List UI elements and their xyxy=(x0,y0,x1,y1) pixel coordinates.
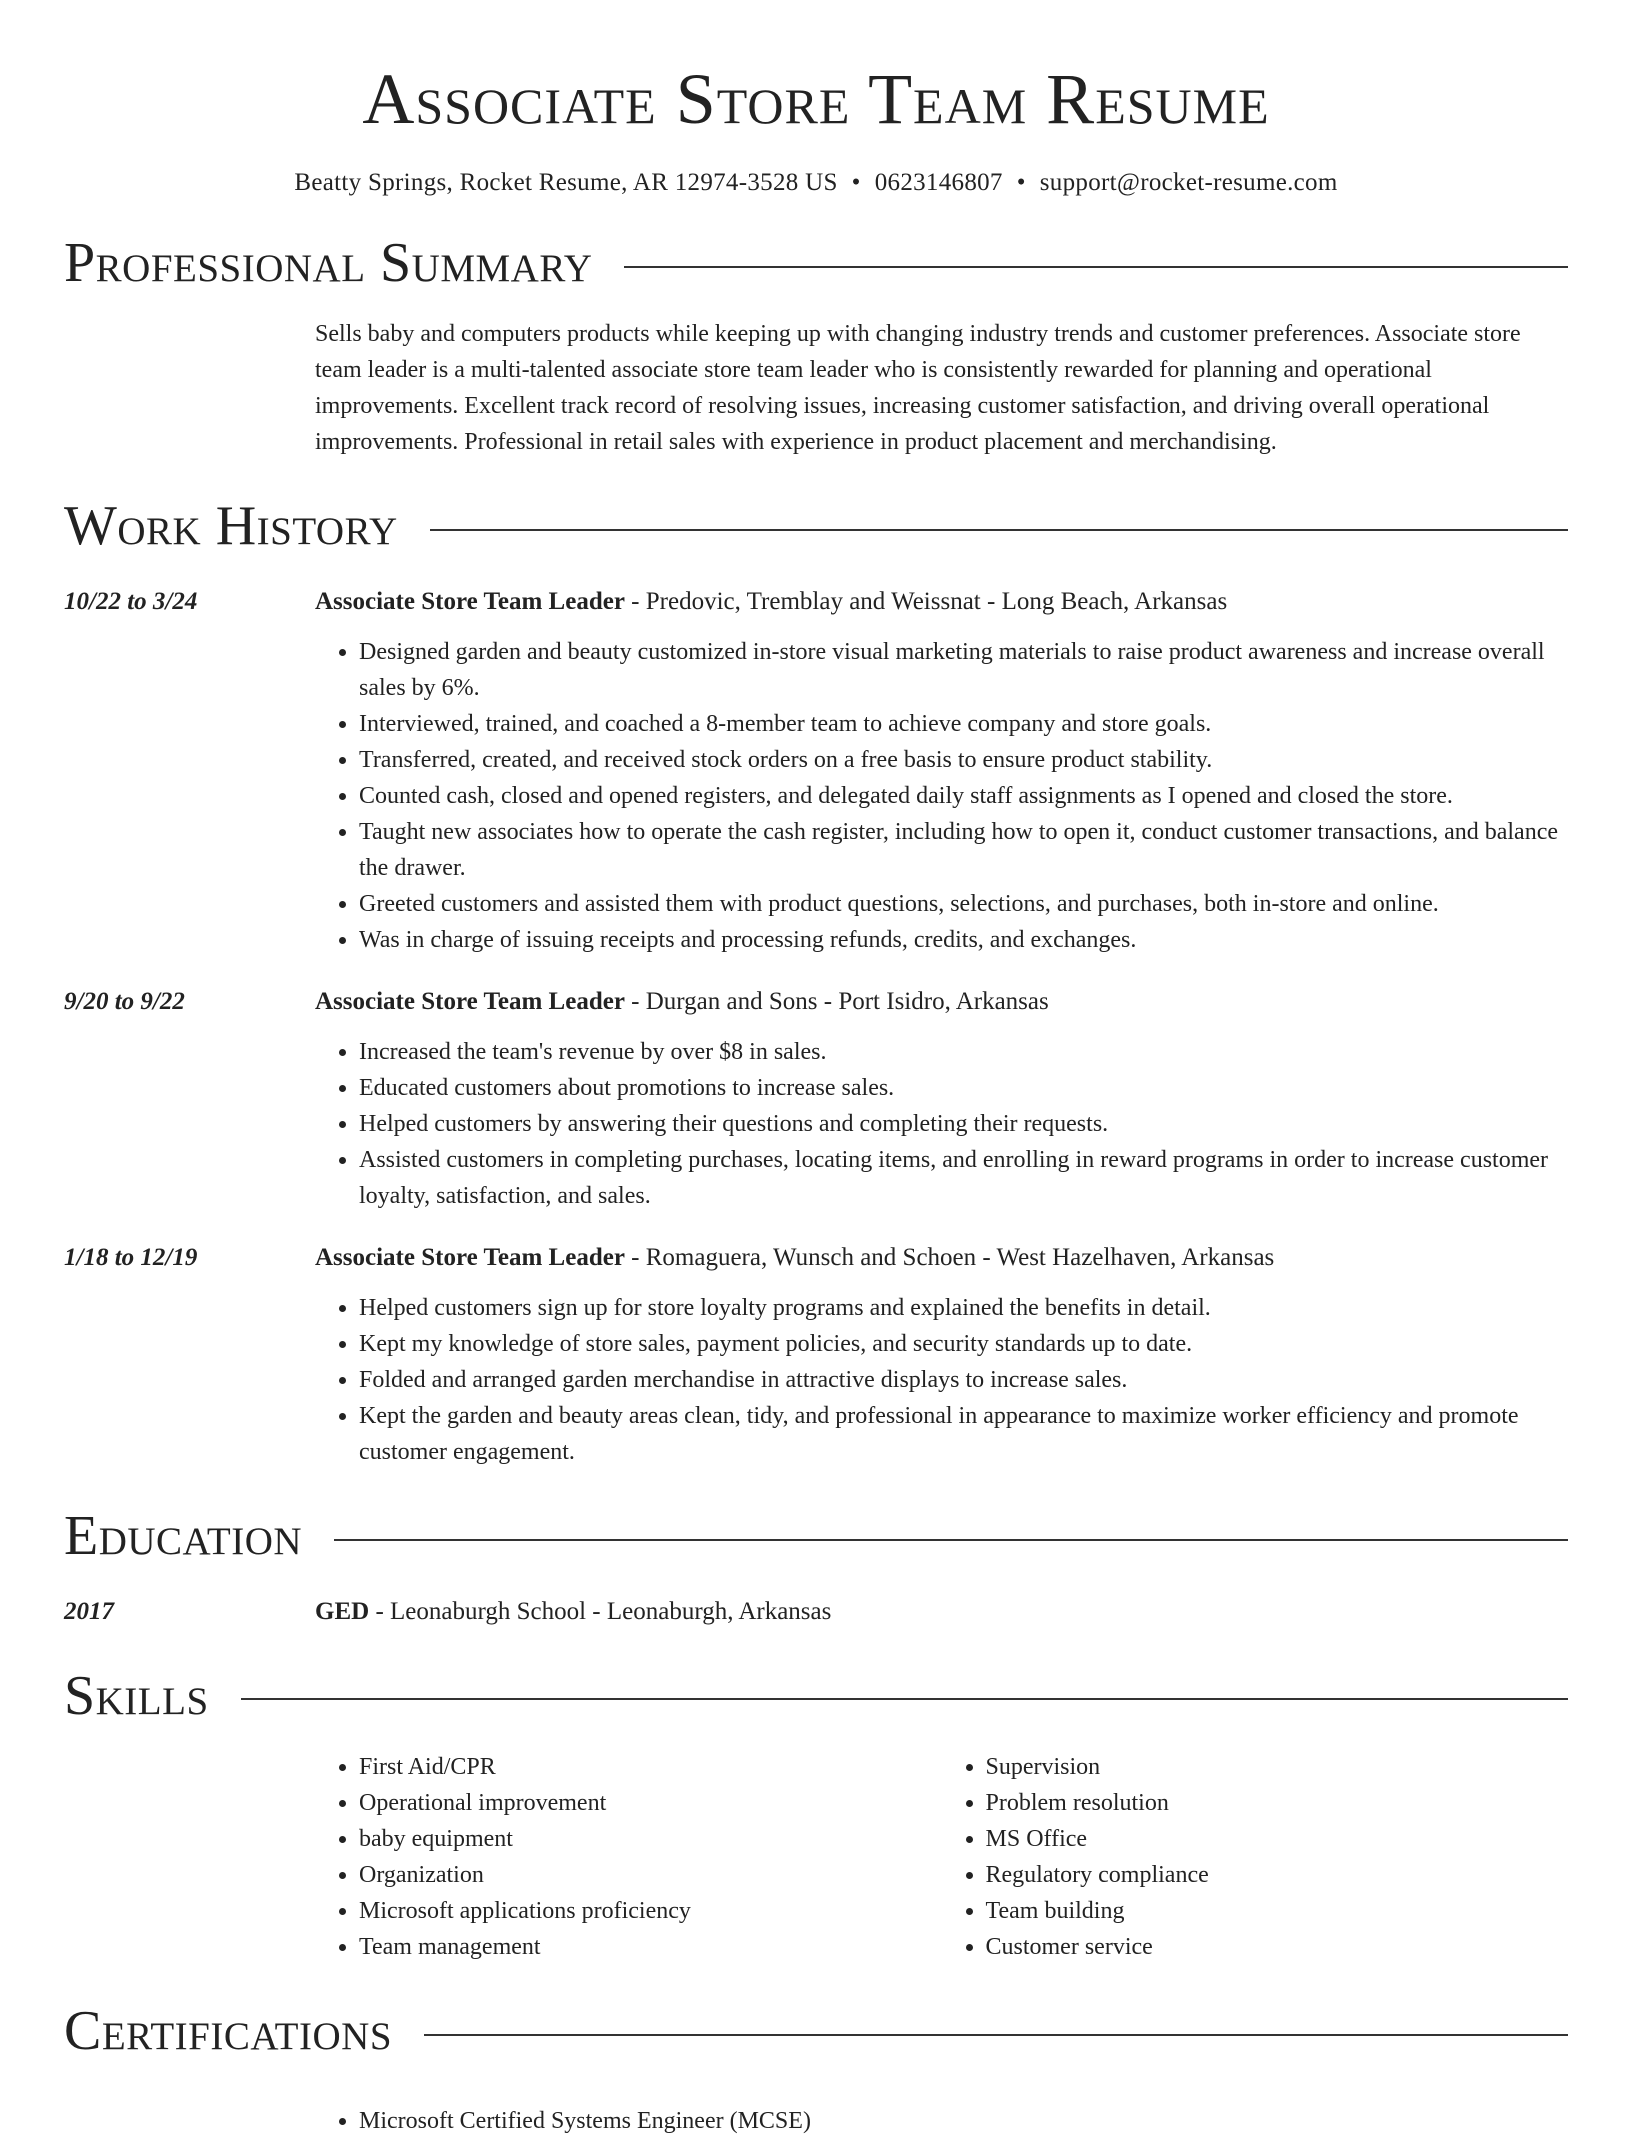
job-bullet: • Kept the garden and beauty areas clean, tidy, and professional in appearance to maximize worker efficiency and promote customer engagement. xyxy=(359,1398,1568,1470)
skill-item: • Regulatory compliance xyxy=(986,1857,1569,1893)
skill-item: • Supervision xyxy=(986,1749,1569,1785)
job-bullet: • Transferred, created, and received stock orders on a free basis to ensure product stability. xyxy=(359,742,1568,778)
job-bullet: • Greeted customers and assisted them with product questions, selections, and purchases, both in-store and online. xyxy=(359,886,1568,922)
education-year: 2017 xyxy=(64,1597,114,1625)
summary-section-header xyxy=(64,233,1568,295)
work-heading: Work History xyxy=(64,495,398,558)
certification-item: • Microsoft Certified Systems Engineer (MCSE) xyxy=(359,2103,1568,2139)
skills-grid xyxy=(315,1749,1568,1965)
certifications-list xyxy=(315,2103,1568,2139)
skill-item: • Problem resolution xyxy=(986,1785,1569,1821)
job-bullet: • Assisted customers in completing purchases, locating items, and enrolling in reward programs in order to increase customer loyalty, satisfaction, and sales. xyxy=(359,1142,1568,1214)
education-details: - Leonaburgh School - Leonaburgh, Arkansas xyxy=(369,1597,832,1625)
contact-separator: • xyxy=(1016,168,1026,196)
job-bullets xyxy=(315,1034,1568,1214)
job-bullet: • Interviewed, trained, and coached a 8-member team to achieve company and store goals. xyxy=(359,706,1568,742)
skills-column-2 xyxy=(942,1749,1569,1965)
job-bullet: • Was in charge of issuing receipts and processing refunds, credits, and exchanges. xyxy=(359,922,1568,958)
job-bullets xyxy=(315,634,1568,958)
education-section-header xyxy=(64,1506,1568,1568)
contact-email[interactable]: support@rocket-resume.com xyxy=(1039,168,1338,196)
job-bullet: • Folded and arranged garden merchandise in attractive displays to increase sales. xyxy=(359,1362,1568,1398)
work-heading-line xyxy=(315,984,1568,1020)
summary-heading: Professional Summary xyxy=(64,231,593,294)
resume-page xyxy=(64,0,1568,2139)
job-bullet: • Kept my knowledge of store sales, payment policies, and security standards up to date. xyxy=(359,1326,1568,1362)
section-divider xyxy=(424,2034,1568,2036)
certifications-section-header xyxy=(64,2001,1568,2063)
job-bullet: • Helped customers sign up for store loyalty programs and explained the benefits in detail. xyxy=(359,1290,1568,1326)
job-bullet: • Counted cash, closed and opened registers, and delegated daily staff assignments as I opened and closed the store. xyxy=(359,778,1568,814)
skill-item: • Customer service xyxy=(986,1929,1569,1965)
work-dates: 1/18 to 12/19 xyxy=(64,1243,198,1271)
work-history-list xyxy=(64,584,1568,1470)
job-bullets xyxy=(315,1290,1568,1470)
skills-heading: Skills xyxy=(64,1664,209,1727)
skill-item: • Organization xyxy=(359,1857,942,1893)
skill-item: • MS Office xyxy=(986,1821,1569,1857)
skills-column-1 xyxy=(315,1749,942,1965)
skill-item: • Operational improvement xyxy=(359,1785,942,1821)
summary-row xyxy=(64,316,1568,460)
work-entry xyxy=(64,984,1568,1214)
work-heading-line xyxy=(315,584,1568,620)
skills-row xyxy=(64,1727,1568,1965)
contact-separator: • xyxy=(851,168,861,196)
education-degree: GED xyxy=(315,1597,370,1625)
work-section-header xyxy=(64,496,1568,558)
contact-phone: 0623146807 xyxy=(874,168,1003,196)
contact-address: Beatty Springs, Rocket Resume, AR 12974-3528 US xyxy=(294,168,838,196)
job-title: Associate Store Team Leader xyxy=(315,1243,625,1271)
section-divider xyxy=(624,266,1568,268)
skill-item: • Team building xyxy=(986,1893,1569,1929)
work-heading-line xyxy=(315,1240,1568,1276)
job-bullet: • Helped customers by answering their questions and completing their requests. xyxy=(359,1106,1568,1142)
skill-item: • Team management xyxy=(359,1929,942,1965)
job-employer-location: - Durgan and Sons - Port Isidro, Arkansas xyxy=(624,987,1049,1015)
work-entry xyxy=(64,1240,1568,1470)
summary-text: Sells baby and computers products while keeping up with changing industry trends and customer preferences. Associate store team leader is a multi-talented associate store team leader who is consistently rewarded for planning and operational improvements. Excellent track record of resolving issues, increasing customer satisfaction, and driving overall operational improvements. Professional in retail sales with experience in product placement and merchandising. xyxy=(315,321,1521,456)
section-divider xyxy=(334,1539,1568,1541)
work-entry xyxy=(64,584,1568,958)
certifications-row xyxy=(64,2103,1568,2139)
work-dates: 9/20 to 9/22 xyxy=(64,987,185,1015)
job-title: Associate Store Team Leader xyxy=(315,587,625,615)
skills-section-header xyxy=(64,1666,1568,1728)
job-employer-location: - Predovic, Tremblay and Weissnat - Long Beach, Arkansas xyxy=(624,587,1228,615)
work-dates: 10/22 to 3/24 xyxy=(64,587,198,615)
contact-line xyxy=(64,169,1568,197)
job-employer-location: - Romaguera, Wunsch and Schoen - West Hazelhaven, Arkansas xyxy=(624,1243,1275,1271)
job-bullet: • Increased the team's revenue by over $8 in sales. xyxy=(359,1034,1568,1070)
job-bullet: • Taught new associates how to operate the cash register, including how to open it, conduct customer transactions, and balance the drawer. xyxy=(359,814,1568,886)
skill-item: • Microsoft applications proficiency xyxy=(359,1893,942,1929)
section-divider xyxy=(241,1698,1568,1700)
resume-title: Associate Store Team Resume xyxy=(362,59,1270,139)
certifications-heading: Certifications xyxy=(64,2000,393,2063)
job-bullet: • Designed garden and beauty customized in-store visual marketing materials to raise product awareness and increase overall sales by 6%. xyxy=(359,634,1568,706)
skill-item: • baby equipment xyxy=(359,1821,942,1857)
job-bullet: • Educated customers about promotions to increase sales. xyxy=(359,1070,1568,1106)
section-divider xyxy=(430,529,1568,531)
education-entry xyxy=(64,1594,1568,1630)
job-title: Associate Store Team Leader xyxy=(315,987,625,1015)
skill-item: • First Aid/CPR xyxy=(359,1749,942,1785)
education-heading: Education xyxy=(64,1504,303,1567)
